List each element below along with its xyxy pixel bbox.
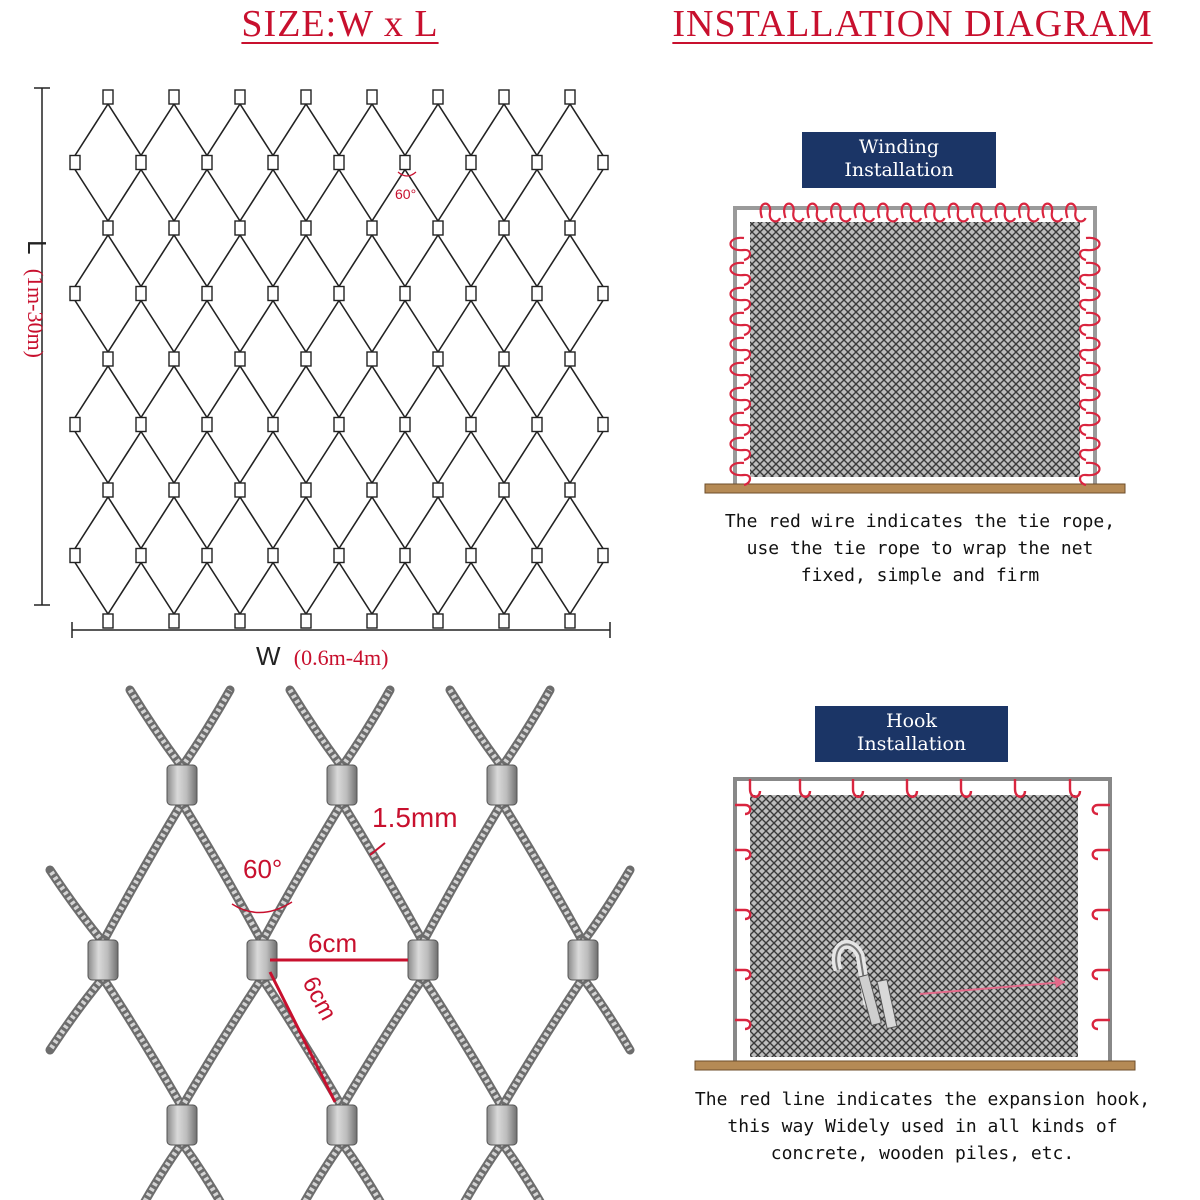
mesh-ferrule [334, 156, 344, 170]
mesh-wire [504, 301, 537, 353]
expansion-hook [1093, 910, 1110, 919]
mesh-wire [273, 432, 306, 484]
mesh-ferrule [136, 287, 146, 301]
mesh-ferrule [400, 156, 410, 170]
mesh-wire [339, 104, 372, 156]
hook-caption: The red line indicates the expansion hook, this way Widely used in all kinds of concrete, wooden piles, etc. [694, 1089, 1151, 1164]
mesh-ferrule [598, 287, 608, 301]
mesh-wire [273, 301, 306, 353]
expansion-hook [1093, 850, 1110, 859]
mesh-wire [537, 497, 570, 549]
mesh-wire [339, 497, 372, 549]
mesh-ferrule [169, 483, 179, 497]
mesh-wire [306, 497, 339, 549]
mesh-ferrule [466, 156, 476, 170]
mesh-wire [372, 432, 405, 484]
mesh-wire [75, 301, 108, 353]
ferrule-sleeve [568, 940, 598, 980]
expansion-hook [800, 779, 810, 797]
mesh-ferrule [433, 352, 443, 366]
width-range: (0.6m-4m) [293, 645, 389, 670]
mesh-wire [372, 563, 405, 615]
mesh-wire [438, 497, 471, 549]
winding-caption: The red wire indicates the tie rope, use the tie rope to wrap the net fixed, simple and firm [724, 511, 1116, 586]
ferrule-sleeve [487, 765, 517, 805]
mesh-wire [141, 497, 174, 549]
mesh-wire [207, 366, 240, 418]
mesh-wire [174, 563, 207, 615]
mesh-wire [207, 563, 240, 615]
mesh-ferrule [136, 418, 146, 432]
mesh-wire [240, 104, 273, 156]
mesh-wire [471, 170, 504, 222]
expansion-hook [1093, 805, 1110, 814]
mesh-wire [108, 366, 141, 418]
mesh-ferrule [499, 614, 509, 628]
mesh-wire [405, 497, 438, 549]
mesh-wire [207, 301, 240, 353]
steel-cable [502, 978, 583, 1107]
steel-cable-strands [583, 870, 630, 942]
mesh-ferrule [70, 418, 80, 432]
mesh-wire [504, 497, 537, 549]
mesh-ferrule [565, 483, 575, 497]
mesh-ferrule [400, 418, 410, 432]
mesh-wire [339, 432, 372, 484]
mesh-wire [75, 432, 108, 484]
mesh-wire [471, 301, 504, 353]
mesh-ferrule [70, 287, 80, 301]
size-diagram [0, 0, 640, 680]
steel-cable [342, 1143, 385, 1200]
mesh-ferrule [301, 90, 311, 104]
mesh-wire [438, 563, 471, 615]
mesh-wire [438, 366, 471, 418]
winding-badge: Winding Installation [802, 132, 996, 188]
hook-installation-diagram [690, 775, 1140, 1075]
mesh-ferrule [235, 90, 245, 104]
mesh-wire [108, 170, 141, 222]
installation-title: INSTALLATION DIAGRAM [672, 3, 1153, 45]
expansion-hook [735, 850, 750, 859]
mesh-wire [438, 235, 471, 287]
hook-badge: Hook Installation [815, 706, 1008, 762]
mesh-wire [438, 104, 471, 156]
mesh-wire [306, 235, 339, 287]
steel-cable [342, 978, 423, 1107]
mesh-ferrule [103, 483, 113, 497]
mesh-wire [405, 301, 438, 353]
mesh-wire [438, 170, 471, 222]
mesh-wire [174, 104, 207, 156]
mesh-wire [273, 497, 306, 549]
mesh-wire [174, 301, 207, 353]
mesh-wire [372, 301, 405, 353]
mesh-ferrule [565, 221, 575, 235]
mesh-wire [174, 235, 207, 287]
mesh-wire [75, 563, 108, 615]
mesh-ferrule [235, 483, 245, 497]
side-size-label: 6cm [296, 972, 342, 1025]
mesh-ferrule [169, 614, 179, 628]
mesh-wire [537, 104, 570, 156]
width-letter: W [256, 641, 281, 671]
steel-cable [140, 1143, 182, 1200]
mesh-wire [405, 104, 438, 156]
mesh-ferrule [235, 221, 245, 235]
expansion-hook [735, 910, 750, 919]
mesh-ferrule [433, 90, 443, 104]
wire-mesh-grid [70, 90, 608, 628]
mesh-wire [108, 497, 141, 549]
mesh-ferrule [532, 156, 542, 170]
mesh-ferrule [433, 614, 443, 628]
mesh-wire [273, 563, 306, 615]
mesh-wire [75, 170, 108, 222]
mesh-wire [273, 235, 306, 287]
steel-cable [460, 1143, 502, 1200]
mesh-wire [339, 366, 372, 418]
mesh-wire [438, 301, 471, 353]
svg-text:L (1m-30m) [22, 240, 52, 358]
mesh-wire [141, 235, 174, 287]
mesh-wire [471, 563, 504, 615]
mesh-wire [174, 170, 207, 222]
hook-net [750, 795, 1078, 1057]
mesh-ferrule [235, 614, 245, 628]
mesh-ferrule [136, 156, 146, 170]
mesh-wire [240, 301, 273, 353]
mesh-ferrule [334, 549, 344, 563]
mesh-wire [504, 366, 537, 418]
mesh-wire [372, 235, 405, 287]
mesh-ferrule [103, 352, 113, 366]
winding-ground [705, 484, 1125, 493]
mesh-ferrule [103, 614, 113, 628]
mesh-wire [240, 235, 273, 287]
mesh-wire [207, 235, 240, 287]
mesh-wire [504, 432, 537, 484]
mesh-ferrule [301, 483, 311, 497]
mesh-wire [273, 170, 306, 222]
steel-cable [300, 1143, 342, 1200]
expansion-hook [853, 779, 863, 797]
mesh-wire [570, 104, 603, 156]
mesh-ferrule [598, 156, 608, 170]
mesh-ferrule [268, 549, 278, 563]
mesh-wire [108, 563, 141, 615]
mesh-wire [174, 366, 207, 418]
expansion-hook [1093, 1020, 1110, 1029]
mesh-wire [240, 366, 273, 418]
mesh-wire [537, 432, 570, 484]
winding-net [750, 222, 1080, 477]
mesh-ferrule [532, 549, 542, 563]
mesh-ferrule [202, 156, 212, 170]
mesh-ferrule [532, 287, 542, 301]
mesh-wire [405, 235, 438, 287]
mesh-wire [273, 104, 306, 156]
mesh-wire [306, 170, 339, 222]
length-range: (1m-30m) [23, 268, 48, 358]
mesh-ferrule [301, 352, 311, 366]
mesh-detail-photo [40, 700, 640, 1200]
mesh-wire [372, 104, 405, 156]
mesh-wire [471, 235, 504, 287]
ferrule-sleeve [327, 1105, 357, 1145]
steel-cable [182, 1143, 225, 1200]
mesh-wire [306, 104, 339, 156]
mesh-ferrule [499, 90, 509, 104]
mesh-ferrule [598, 418, 608, 432]
ferrule-sleeve [327, 765, 357, 805]
mesh-ferrule [202, 418, 212, 432]
hook-ground [695, 1061, 1135, 1070]
ferrule-sleeve [88, 940, 118, 980]
size-title: SIZE:W x L [241, 3, 439, 45]
mesh-wire [471, 366, 504, 418]
mesh-ferrule [334, 287, 344, 301]
mesh-wire [75, 104, 108, 156]
mesh-wire [273, 366, 306, 418]
mesh-wire [108, 104, 141, 156]
mesh-ferrule [169, 221, 179, 235]
mesh-wire [75, 235, 108, 287]
mesh-wire [174, 432, 207, 484]
mesh-ferrule [565, 352, 575, 366]
mesh-wire [306, 301, 339, 353]
mesh-wire [405, 432, 438, 484]
mesh-ferrule [70, 549, 80, 563]
mesh-ferrule [202, 549, 212, 563]
ferrule-sleeve [408, 940, 438, 980]
mesh-wire [240, 563, 273, 615]
mesh-wire [504, 235, 537, 287]
winding-installation-diagram [700, 200, 1140, 500]
mesh-wire [207, 432, 240, 484]
expansion-hook [1015, 779, 1025, 797]
mesh-wire [207, 104, 240, 156]
mesh-ferrule [466, 287, 476, 301]
wire-diameter-label: 1.5mm [372, 802, 458, 833]
mesh-ferrule [400, 287, 410, 301]
mesh-wire [537, 301, 570, 353]
mesh-ferrule [202, 287, 212, 301]
mesh-wire [207, 170, 240, 222]
mesh-wire [240, 497, 273, 549]
mesh-ferrule [235, 352, 245, 366]
mesh-wire [75, 366, 108, 418]
mesh-ferrule [433, 221, 443, 235]
mesh-ferrule [367, 352, 377, 366]
mesh-wire [405, 366, 438, 418]
size-angle-label: 60° [395, 186, 417, 202]
mesh-ferrule [301, 221, 311, 235]
ferrule-sleeve [487, 1105, 517, 1145]
mesh-ferrule [334, 418, 344, 432]
mesh-wire [504, 563, 537, 615]
mesh-ferrule [103, 221, 113, 235]
mesh-wire [570, 432, 603, 484]
mesh-ferrule [367, 483, 377, 497]
mesh-wire [537, 235, 570, 287]
steel-cable [182, 978, 262, 1107]
mesh-ferrule [433, 483, 443, 497]
steel-cable-strands [583, 978, 630, 1050]
mesh-wire [174, 497, 207, 549]
mesh-wire [537, 563, 570, 615]
mesh-ferrule [136, 549, 146, 563]
mesh-wire [339, 170, 372, 222]
mesh-wire [141, 366, 174, 418]
expansion-hook [961, 779, 971, 797]
mesh-wire [240, 170, 273, 222]
width-dimension-line [72, 622, 610, 638]
mesh-wire [108, 235, 141, 287]
expansion-hook [735, 1020, 750, 1029]
mesh-ferrule [466, 549, 476, 563]
mesh-ferrule [268, 156, 278, 170]
mesh-wire [141, 170, 174, 222]
mesh-ferrule [565, 614, 575, 628]
mesh-wire [471, 104, 504, 156]
mesh-wire [570, 301, 603, 353]
mesh-ferrule [70, 156, 80, 170]
mesh-ferrule [598, 549, 608, 563]
svg-text:W (0.6m-4m) [256, 641, 388, 671]
mesh-wire [141, 301, 174, 353]
ferrule-sleeve [167, 765, 197, 805]
mesh-wire [339, 563, 372, 615]
mesh-ferrule [499, 352, 509, 366]
mesh-ferrule [367, 221, 377, 235]
expansion-hook [907, 779, 917, 797]
detail-angle-label: 60° [243, 854, 283, 884]
mesh-wire [306, 366, 339, 418]
mesh-ferrule [400, 549, 410, 563]
mesh-ferrule [268, 418, 278, 432]
mesh-wire [504, 170, 537, 222]
length-letter: L [22, 240, 52, 254]
mesh-wire [570, 235, 603, 287]
mesh-wire [141, 432, 174, 484]
mesh-ferrule [499, 221, 509, 235]
mesh-ferrule [532, 418, 542, 432]
ferrule-sleeve [167, 1105, 197, 1145]
expansion-hook [735, 970, 750, 979]
mesh-wire [570, 563, 603, 615]
mesh-wire [372, 497, 405, 549]
mesh-wire [108, 432, 141, 484]
expansion-hook [735, 805, 750, 814]
mesh-wire [207, 497, 240, 549]
mesh-wire [372, 366, 405, 418]
mesh-wire [570, 366, 603, 418]
mesh-wire [339, 301, 372, 353]
mesh-wire [438, 432, 471, 484]
mesh-wire [240, 432, 273, 484]
mesh-wire [471, 497, 504, 549]
mesh-wire [108, 301, 141, 353]
steel-cable [502, 1143, 545, 1200]
mesh-wire [306, 432, 339, 484]
mesh-wire [405, 563, 438, 615]
mesh-ferrule [169, 352, 179, 366]
mesh-wire [141, 104, 174, 156]
mesh-wire [537, 366, 570, 418]
expansion-hook [1070, 779, 1080, 797]
mesh-wire [570, 170, 603, 222]
mesh-wire [471, 432, 504, 484]
mesh-ferrule [565, 90, 575, 104]
mesh-ferrule [499, 483, 509, 497]
mesh-ferrule [103, 90, 113, 104]
mesh-wire [339, 235, 372, 287]
mesh-ferrule [367, 90, 377, 104]
mesh-ferrule [367, 614, 377, 628]
width-size-label: 6cm [308, 928, 358, 958]
expansion-hook [750, 779, 760, 797]
mesh-wire [75, 497, 108, 549]
mesh-wire [537, 170, 570, 222]
mesh-ferrule [466, 418, 476, 432]
expansion-hook [1093, 970, 1110, 979]
mesh-wire [141, 563, 174, 615]
mesh-ferrule [301, 614, 311, 628]
mesh-ferrule [169, 90, 179, 104]
mesh-wire [306, 563, 339, 615]
mesh-wire [570, 497, 603, 549]
mesh-ferrule [268, 287, 278, 301]
mesh-wire [504, 104, 537, 156]
